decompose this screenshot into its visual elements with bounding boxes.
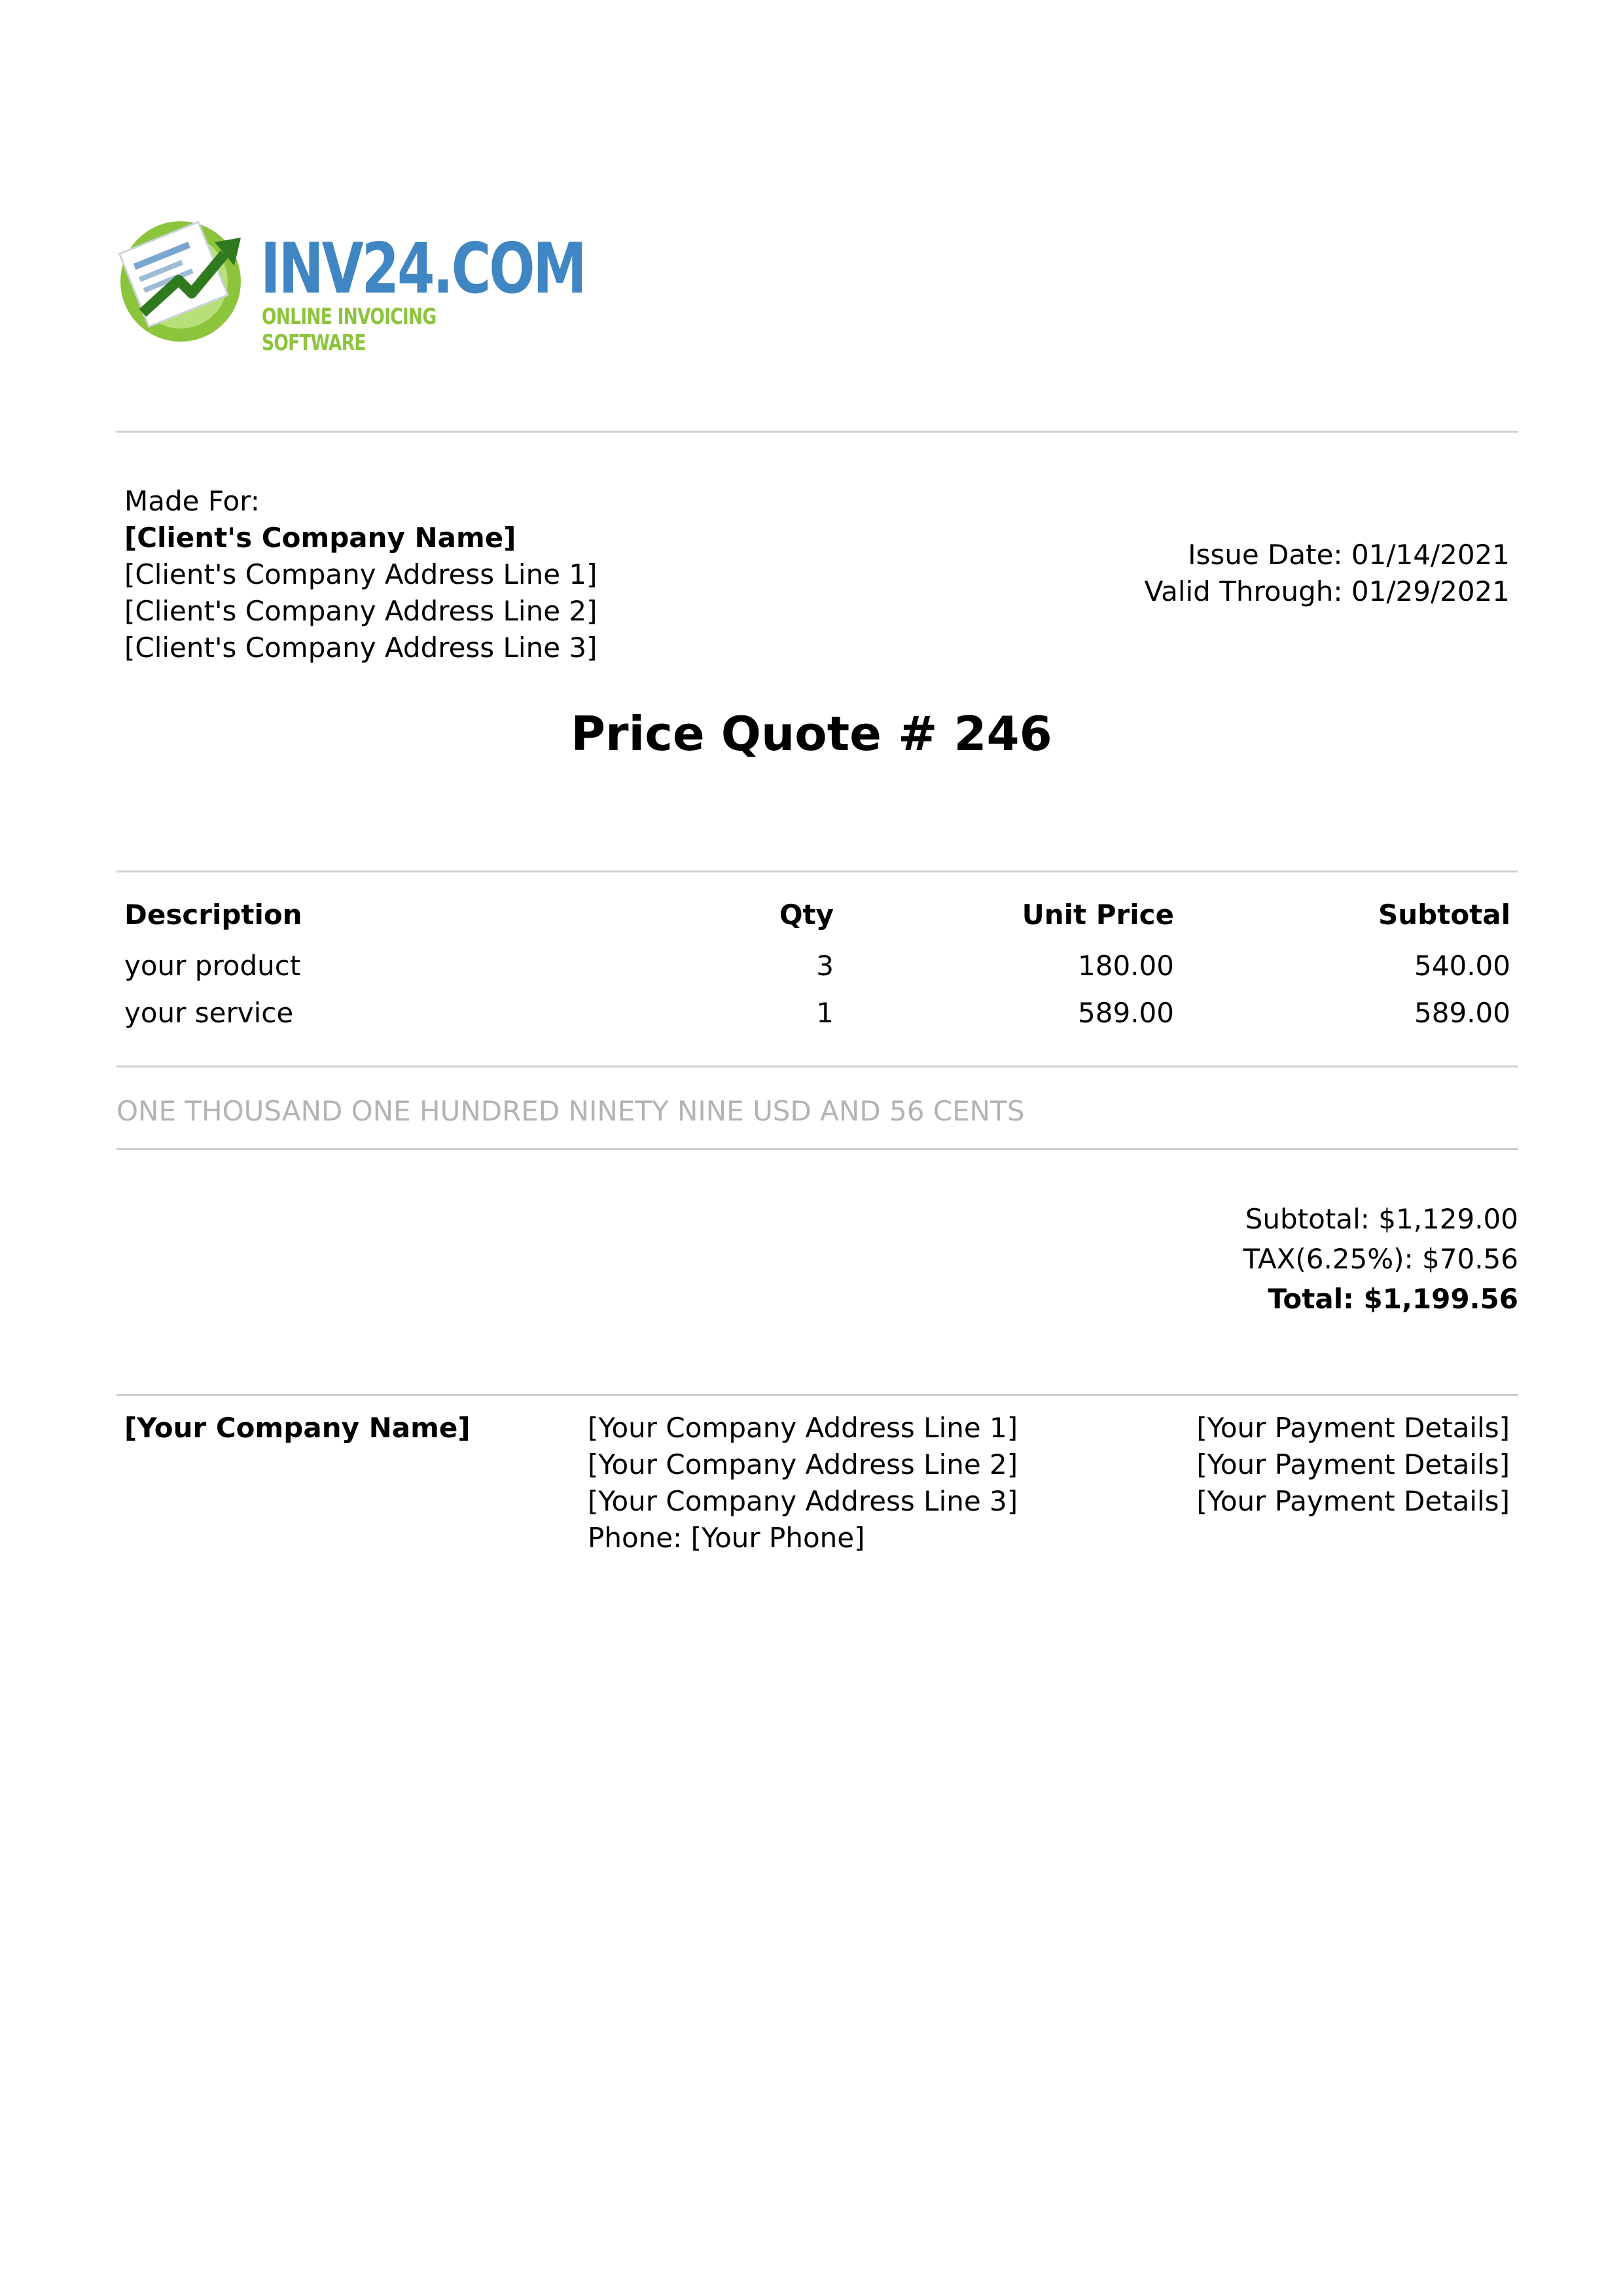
table-header-row xyxy=(116,888,1518,942)
footer-divider xyxy=(116,1394,1518,1396)
words-divider xyxy=(116,1148,1518,1150)
item-unit-price: 589.00 xyxy=(1078,997,1174,1029)
client-address-line: [Client's Company Address Line 1] xyxy=(124,558,597,590)
issue-date: Issue Date: 01/14/2021 xyxy=(1188,539,1510,571)
company-logo xyxy=(116,208,585,356)
item-qty: 1 xyxy=(816,997,834,1029)
header-subtotal: Subtotal xyxy=(1378,899,1510,931)
company-phone: Phone: [Your Phone] xyxy=(588,1522,865,1554)
client-address-line: [Client's Company Address Line 3] xyxy=(124,632,597,664)
subtotal-line: Subtotal: $1,129.00 xyxy=(1245,1203,1518,1235)
header-divider xyxy=(116,431,1518,433)
logo-wordmark: INV24.COM xyxy=(260,228,585,309)
footer-company xyxy=(124,1410,471,1446)
quote-dates xyxy=(1145,537,1510,610)
header-description: Description xyxy=(124,899,302,931)
company-address-line: [Your Company Address Line 2] xyxy=(588,1448,1018,1480)
amount-in-words: ONE THOUSAND ONE HUNDRED NINETY NINE USD AND 56 CENTS xyxy=(116,1095,1025,1127)
footer-payment xyxy=(1196,1410,1510,1520)
item-subtotal: 589.00 xyxy=(1414,997,1510,1029)
company-address-line: [Your Company Address Line 1] xyxy=(588,1412,1018,1444)
item-unit-price: 180.00 xyxy=(1078,950,1174,982)
company-address-line: [Your Company Address Line 3] xyxy=(588,1485,1018,1517)
totals-block xyxy=(1243,1199,1518,1319)
invoice-growth-icon xyxy=(116,208,254,346)
item-description: your service xyxy=(124,997,294,1029)
your-company-name: [Your Company Name] xyxy=(124,1412,471,1444)
item-qty: 3 xyxy=(816,950,834,982)
client-address-line: [Client's Company Address Line 2] xyxy=(124,595,597,627)
logo-tagline: ONLINE INVOICING SOFTWARE xyxy=(262,304,437,356)
table-row xyxy=(116,942,1518,990)
client-block xyxy=(124,483,597,666)
header-unit-price: Unit Price xyxy=(1022,899,1174,931)
valid-through-date: Valid Through: 01/29/2021 xyxy=(1144,575,1510,607)
table-bottom-divider xyxy=(116,1066,1518,1067)
total-line: Total: $1,199.56 xyxy=(1268,1283,1518,1315)
made-for-label: Made For: xyxy=(124,485,260,517)
payment-details-line: [Your Payment Details] xyxy=(1196,1485,1510,1517)
line-items-table xyxy=(116,888,1518,1037)
item-subtotal: 540.00 xyxy=(1414,950,1510,982)
item-description: your product xyxy=(124,950,301,982)
document-title: Price Quote # 246 xyxy=(571,706,1052,761)
header-qty: Qty xyxy=(779,899,834,931)
client-company-name: [Client's Company Name] xyxy=(124,522,516,554)
footer-address xyxy=(588,1410,1018,1556)
tax-line: TAX(6.25%): $70.56 xyxy=(1243,1243,1518,1275)
table-row xyxy=(116,990,1518,1037)
table-top-divider xyxy=(116,870,1518,872)
payment-details-line: [Your Payment Details] xyxy=(1196,1412,1510,1444)
payment-details-line: [Your Payment Details] xyxy=(1196,1448,1510,1480)
